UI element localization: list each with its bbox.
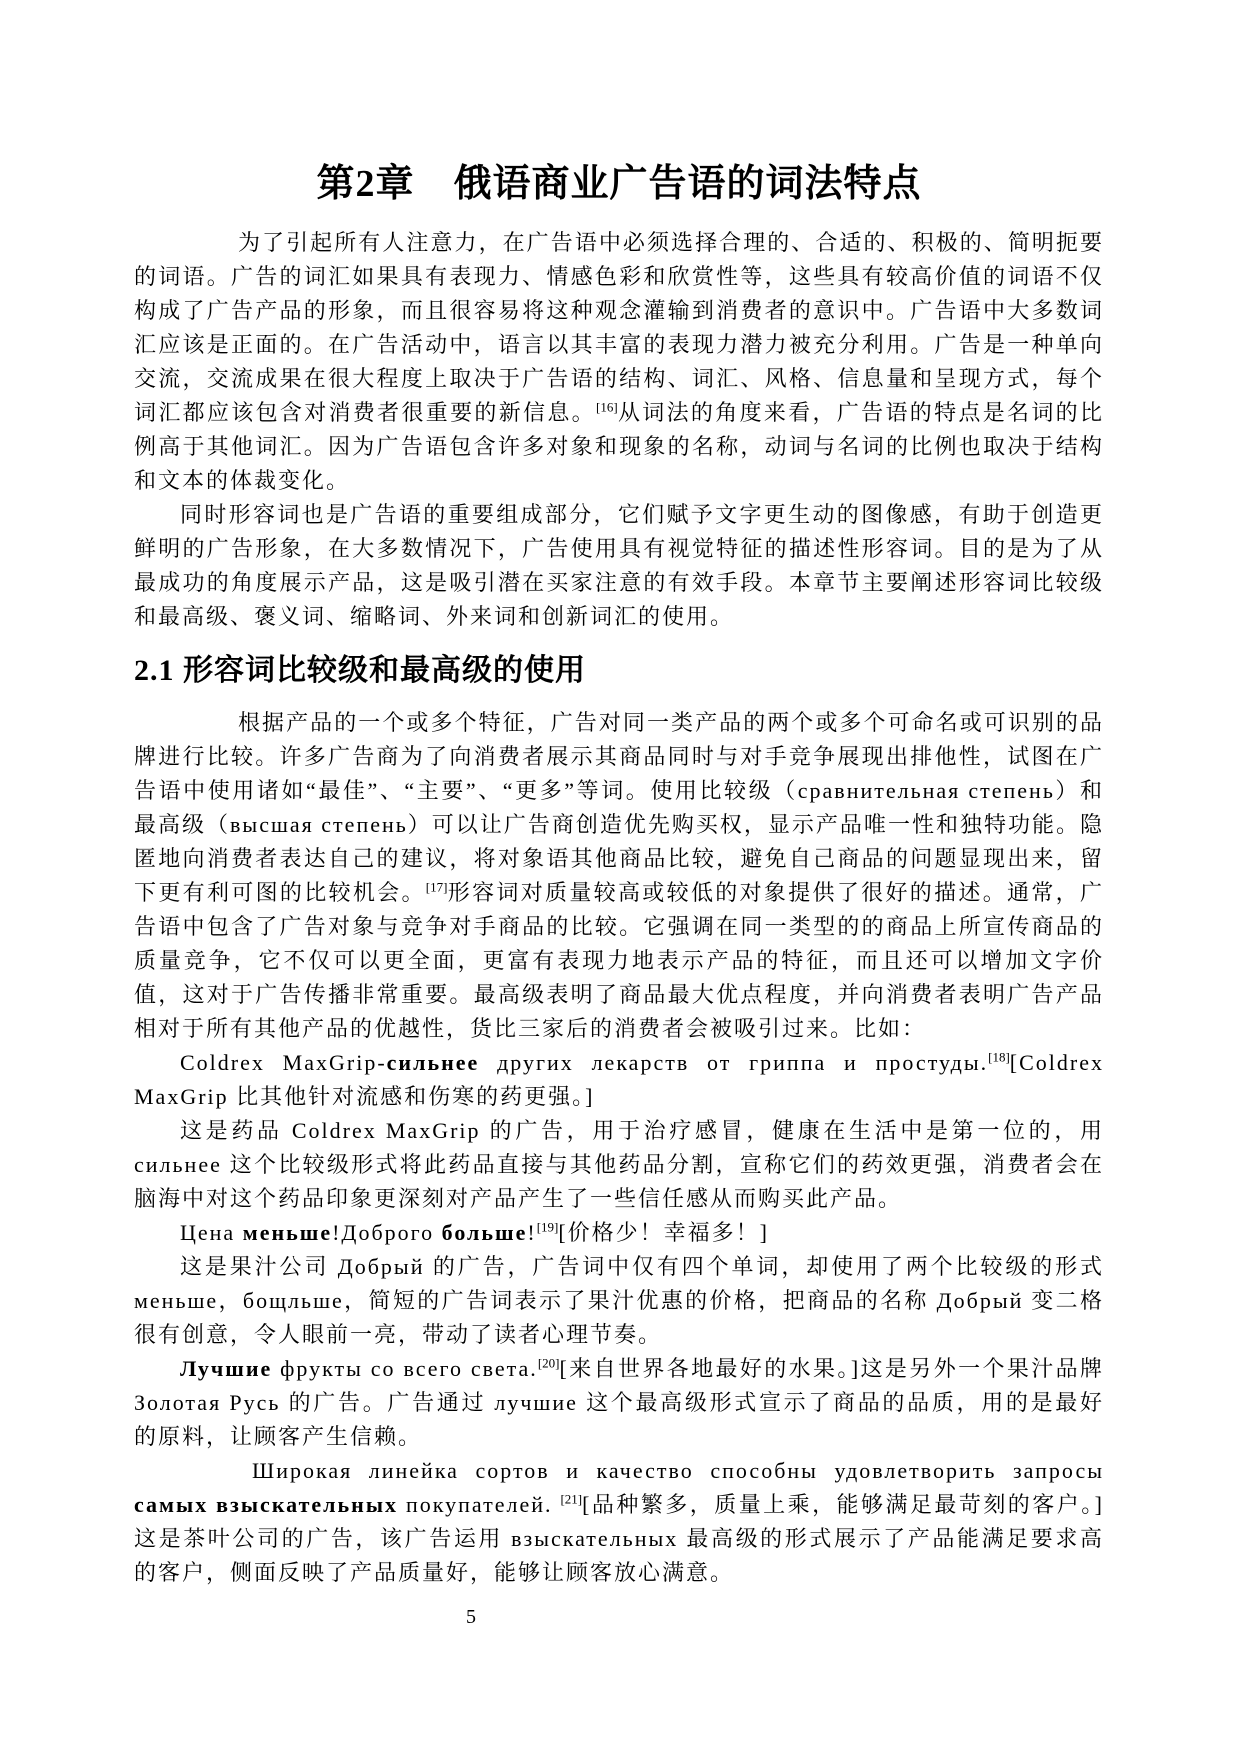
text-run: 形容词对质量较高或较低的对象提供了很好的描述。通常，广告语中包含了广告对象与竞争对手商品的比较。它强调在同一类型的的商品上所宣传商品的质量竞争，它不仅可以更全面，更富有表现力地表示产品的特征，而且还可以增加文字价值，这对于广告传播非常重要。最高级表明了商品最大优点程度，并向消费者表明广告产品相对于所有其他产品的优越性，货比三家后的消费者会被吸引过来。比如： — [134, 880, 1104, 1041]
text-run: фрукты со всего света. — [272, 1356, 538, 1381]
paragraph — [134, 226, 1104, 498]
paragraph — [134, 1216, 1104, 1250]
text-run: Цена — [180, 1220, 243, 1245]
text-run: 这是果汁公司 Добрый 的广告，广告词中仅有四个单词，却使用了两个比较级的形式 меньше，бощльше，简短的广告词表示了果汁优惠的价格，把商品的名称 Добрый 变二格很有创意，令人眼前一亮，带动了读者心理节奏。 — [134, 1254, 1104, 1347]
text-run: 为了引起所有人注意力，在广告语中必须选择合理的、合适的、积极的、简明扼要的词语。广告的词汇如果具有表现力、情感色彩和欣赏性等，这些具有较高价值的词语不仅构成了广告产品的形象，而且很容易将这种观念灌输到消费者的意识中。广告语中大多数词汇应该是正面的。在广告活动中，语言以其丰富的表现力潜力被充分利用。广告是一种单向交流，交流成果在很大程度上取决于广告语的结构、词汇、风格、信息量和呈现方式，每个词汇都应该包含对消费者很重要的新信息。 — [134, 230, 1104, 425]
text-run: других лекарств от гриппа и простуды. — [479, 1050, 989, 1075]
paragraph — [134, 1046, 1104, 1114]
text-run: 这是药品 Coldrex MaxGrip 的广告，用于治疗感冒，健康在生活中是第一位的，用 сильнее 这个比较级形式将此药品直接与其他药品分割，宣称它们的药效更强，消费者会在脑海中对这个药品印象更深刻对产品产生了一些信任感从而购买此产品。 — [134, 1118, 1104, 1211]
document-body — [134, 226, 1104, 1590]
text-run: 根据产品的一个或多个特征，广告对同一类产品的两个或多个可命名或可识别的品牌进行比较。许多广告商为了向消费者展示其商品同时与对手竞争展现出排他性，试图在广告语中使用诸如“最佳”、“主要”、“更多”等词。使用比较级（сравнительная степень）和最高级（высшая степень）可以让广告商创造优先购买权，显示产品唯一性和独特功能。隐匿地向消费者表达自己的建议，将对象语其他商品比较，避免自己商品的问题显现出来，留下更有利可图的比较机会。 — [134, 710, 1104, 905]
section-heading: 2.1 形容词比较级和最高级的使用 — [134, 654, 586, 687]
text-run: больше — [441, 1220, 528, 1245]
text-run: сильнее — [386, 1050, 480, 1075]
text-run: Coldrex MaxGrip- — [180, 1050, 387, 1075]
page-number: 5 — [466, 1606, 476, 1628]
text-run: меньше — [242, 1220, 333, 1245]
paragraph — [134, 1352, 1104, 1454]
chapter-title: 第2章 俄语商业广告语的词法特点 — [316, 163, 922, 205]
citation-ref: [19] — [536, 1219, 559, 1235]
text-run: 同时形容词也是广告语的重要组成部分，它们赋予文字更生动的图像感，有助于创造更鲜明的广告形象，在大多数情况下，广告使用具有视觉特征的描述性形容词。目的是为了从最成功的角度展示产品，这是吸引潜在买家注意的有效手段。本章节主要阐述形容词比较级和最高级、褒义词、缩略词、外来词和创新词汇的使用。 — [134, 502, 1104, 629]
citation-ref: [16] — [596, 399, 618, 415]
citation-ref: [20] — [537, 1355, 560, 1371]
citation-ref: [21] — [560, 1491, 583, 1507]
text-run: [来自世界各地最好的水果。]这是另外一个果汁品牌 Золотая Русь 的广告。广告通过 лучшие 这个最高级形式宣示了商品的品质，用的是最好的原料，让顾客产生信赖。 — [134, 1356, 1105, 1449]
citation-ref: [17] — [425, 879, 448, 895]
text-run: 从词法的角度来看，广告语的特点是名词的比例高于其他词汇。因为广告语包含许多对象和现象的名称，动词与名词的比例也取决于结构和文本的体裁变化。 — [134, 400, 1104, 493]
text-run: ! — [527, 1220, 537, 1245]
text-run: Лучшие — [180, 1356, 273, 1381]
paragraph — [134, 1114, 1104, 1216]
paragraph — [134, 1250, 1104, 1352]
citation-ref: [18] — [988, 1049, 1010, 1065]
text-run: покупателей. — [398, 1492, 561, 1517]
document-content — [134, 156, 1104, 1590]
text-run: [Coldrex MaxGrip 比其他针对流感和伤寒的药更强。] — [134, 1050, 1104, 1109]
text-run: [品种繁多，质量上乘，能够满足最苛刻的客户。]这是茶叶公司的广告，该广告运用 взыскательных 最高级的形式展示了产品能满足要求高的客户，侧面反映了产品质量好，能够让顾客放心满意。 — [134, 1492, 1104, 1585]
text-run: [价格少！幸福多！] — [558, 1220, 770, 1245]
paragraph — [134, 498, 1104, 634]
text-run: самых взыскательных — [134, 1492, 398, 1517]
paragraph — [134, 706, 1104, 1046]
text-run: Широкая линейка сортов и качество способны удовлетворить запросы — [252, 1458, 1104, 1483]
paragraph — [134, 1454, 1104, 1590]
text-run: !Доброго — [332, 1220, 442, 1245]
